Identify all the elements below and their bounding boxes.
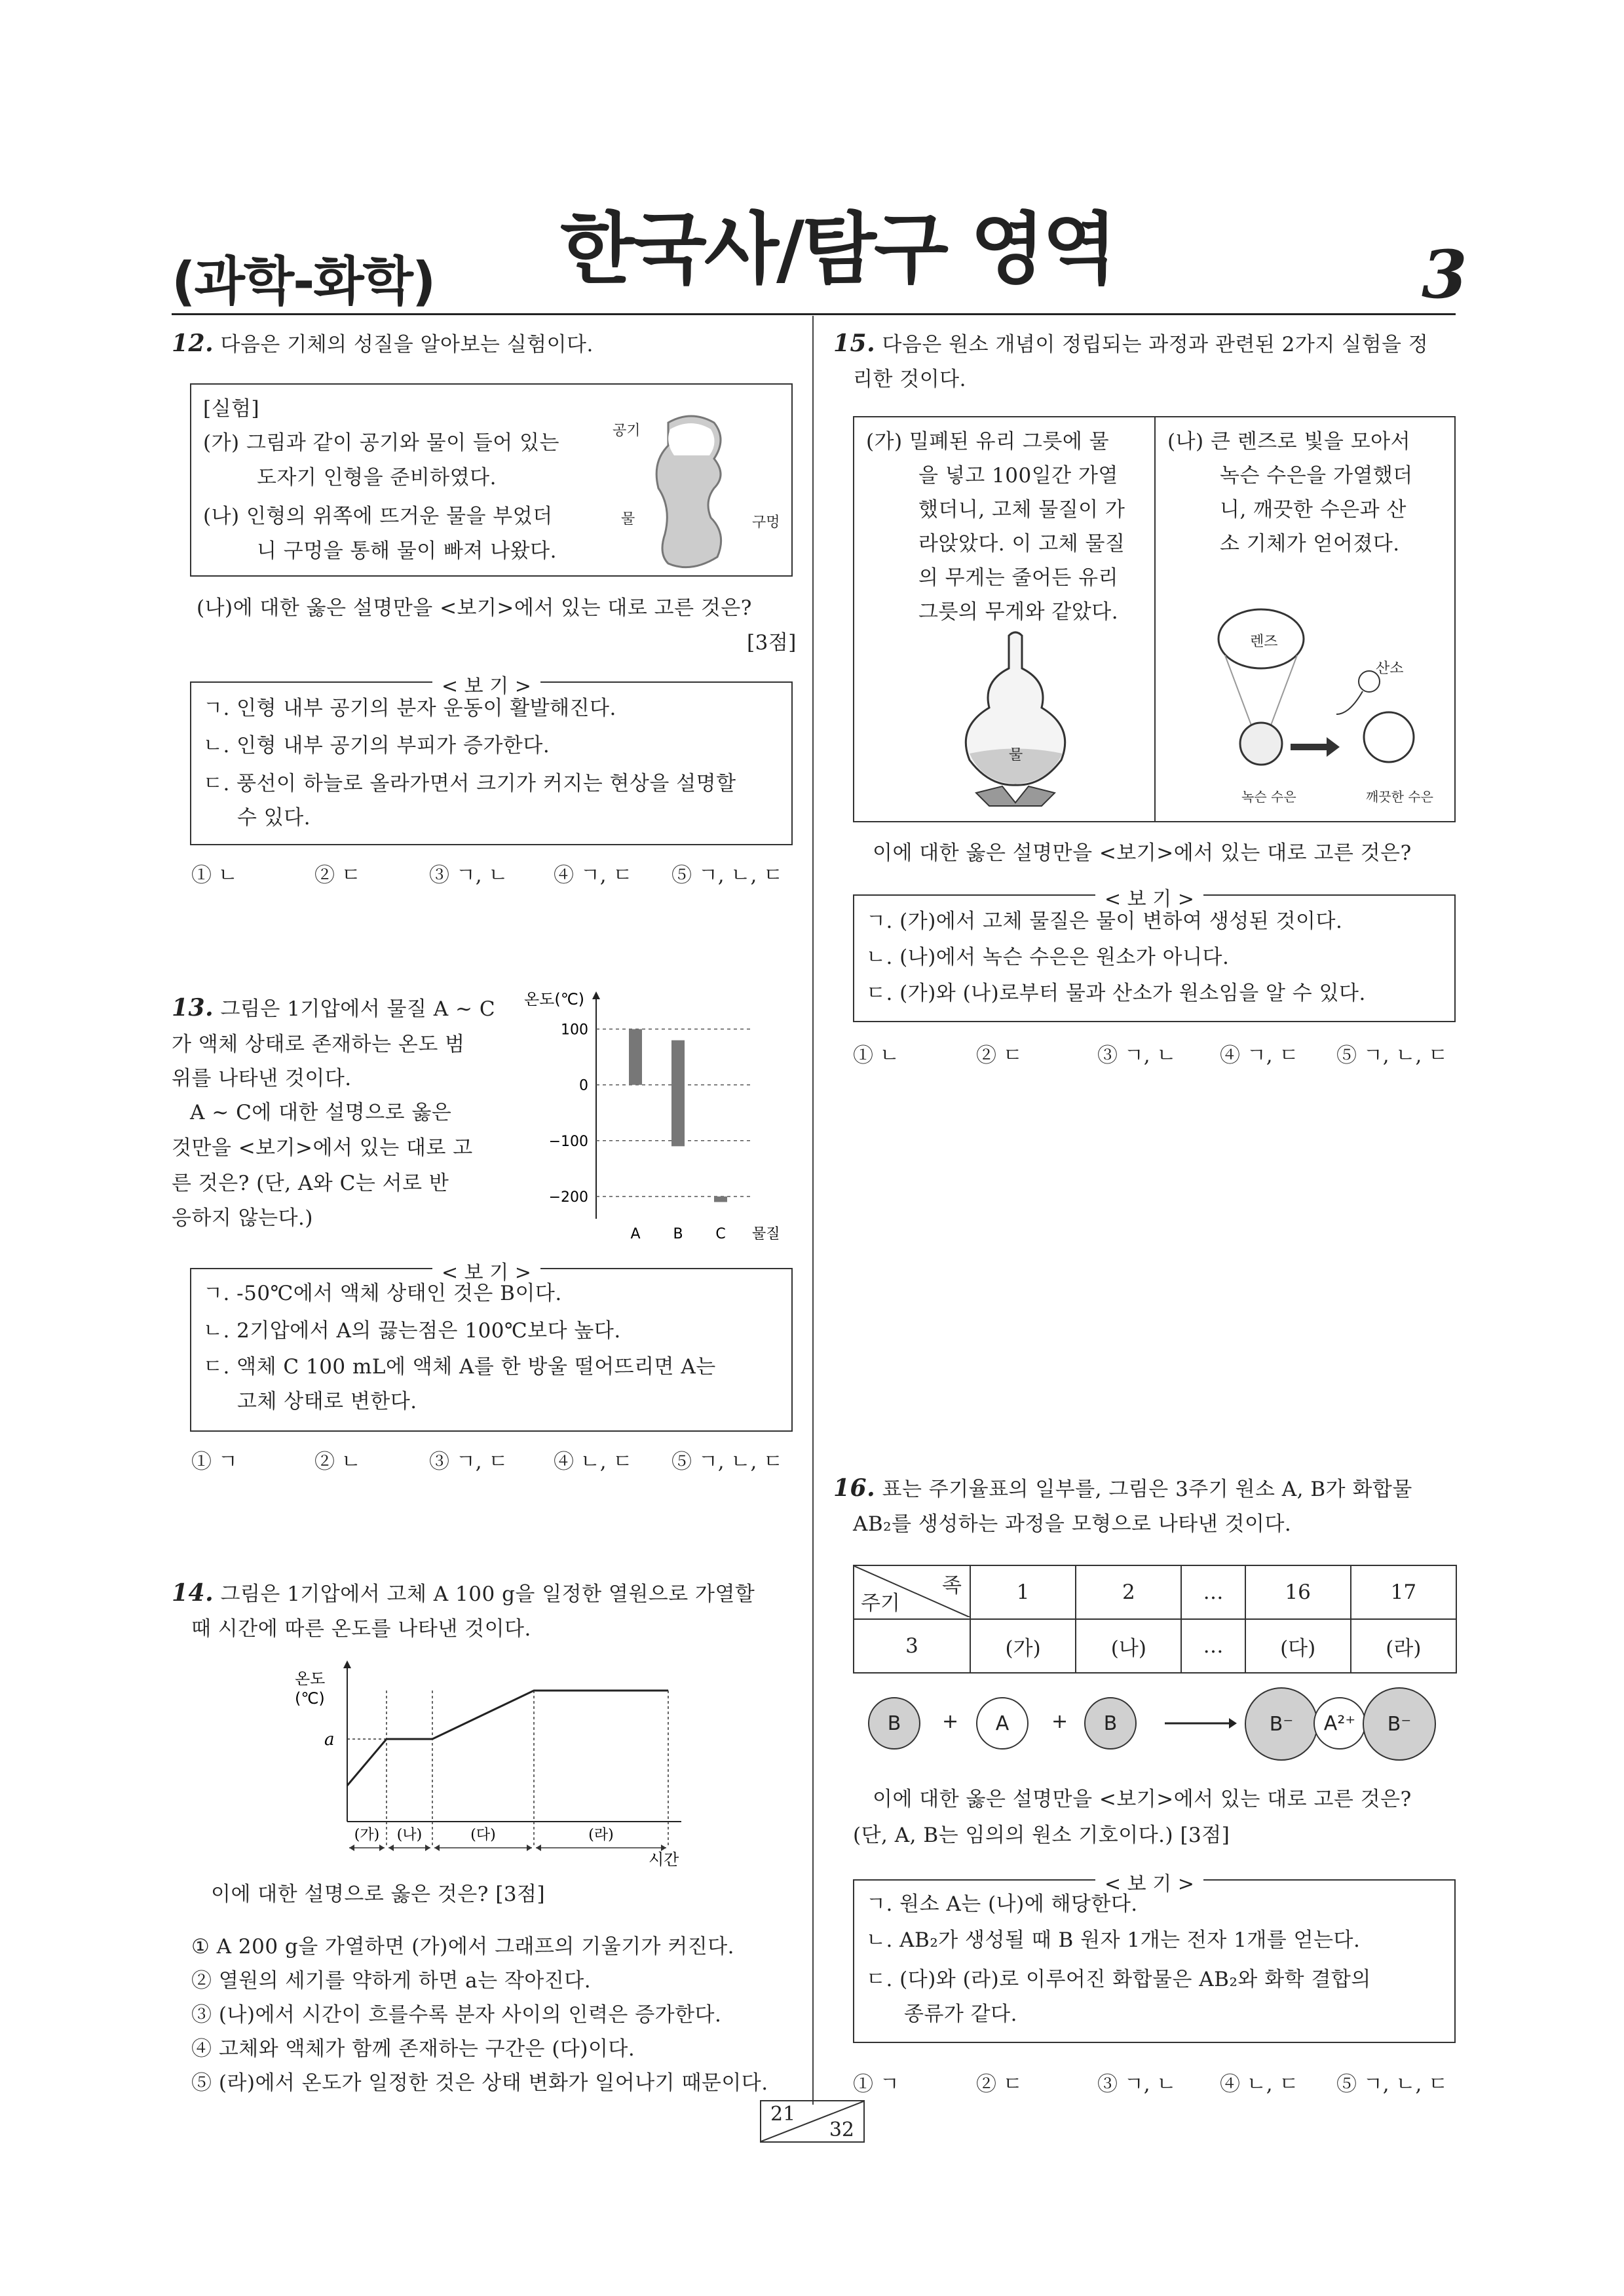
plus-2: + — [1051, 1710, 1068, 1733]
q16-prompt-2: (단, A, B는 임의의 원소 기호이다.) [3점] — [853, 1824, 1230, 1847]
q12-bogi-3b: 수 있다. — [237, 806, 311, 830]
q15-right-2: 녹슨 수은을 가열했더 — [1220, 464, 1413, 488]
q16-bogi-title: < 보 기 > — [1095, 1867, 1203, 1896]
q13-choice-3[interactable]: ③ ㄱ, ㄷ — [429, 1450, 508, 1474]
q14-stem-1: 14. 그림은 1기압에서 고체 A 100 g을 일정한 열원으로 가열할 — [172, 1579, 755, 1607]
q16-bogi-3b: 종류가 같다. — [904, 2002, 1017, 2026]
table-cell-na: (나) — [1076, 1619, 1181, 1673]
table-cell-da: (다) — [1245, 1619, 1351, 1673]
q16-stem-2: AB₂를 생성하는 과정을 모형으로 나타낸 것이다. — [853, 1512, 1292, 1536]
q13-bogi-2: ㄴ. 2기압에서 A의 끓는점은 100℃보다 높다. — [203, 1319, 621, 1343]
q16-bogi-2: ㄴ. AB₂가 생성될 때 B 원자 1개는 전자 1개를 얻는다. — [866, 1928, 1361, 1952]
q13-line-5: 것만을 <보기>에서 있는 대로 고 — [172, 1136, 473, 1160]
ion-a-2plus: A²⁺ — [1313, 1697, 1366, 1750]
y-tick-label: 100 — [561, 1022, 588, 1039]
q15-left-6: 그릇의 무게와 같았다. — [918, 600, 1119, 624]
q14-stem-2: 때 시간에 따른 온도를 나타낸 것이다. — [191, 1617, 531, 1641]
q16-choice-3[interactable]: ③ ㄱ, ㄴ — [1097, 2073, 1177, 2096]
q12-step1: (가) 그림과 같이 공기와 물이 들어 있는 — [203, 431, 560, 455]
y-tick-label: −100 — [548, 1133, 588, 1150]
q12-bogi-title: < 보 기 > — [432, 670, 540, 698]
y-axis-label: 온도 — [295, 1670, 326, 1688]
q14-choice-3[interactable]: ③ (나)에서 시간이 흐를수록 분자 사이의 인력은 증가한다. — [191, 2003, 722, 2027]
x-tick-label: B — [673, 1226, 683, 1242]
q12-hole-label: 구멍 — [752, 514, 780, 531]
q12-prompt: (나)에 대한 옳은 설명만을 <보기>에서 있는 대로 고른 것은? — [197, 596, 752, 620]
y-axis-arrow — [592, 991, 600, 999]
q16-periodic-table — [853, 1565, 1457, 1674]
q15-clean-label: 깨끗한 수은 — [1366, 789, 1433, 805]
q15-left-3: 했더니, 고체 물질이 가 — [918, 498, 1125, 522]
table-group-16: 16 — [1245, 1565, 1351, 1619]
y-tick-label: −200 — [548, 1189, 588, 1206]
q15-lens-label: 렌즈 — [1250, 634, 1278, 650]
q15-bogi-title: < 보 기 > — [1095, 883, 1203, 911]
y-tick-label: 0 — [579, 1077, 588, 1094]
span-arrow — [434, 1845, 440, 1851]
header-rule — [172, 313, 1456, 315]
q15-right-1: (나) 큰 렌즈로 빛을 모아서 — [1167, 430, 1411, 453]
q15-oxygen-label: 산소 — [1376, 660, 1404, 677]
q14-choice-2[interactable]: ② 열원의 세기를 약하게 하면 a는 작아진다. — [191, 1969, 592, 1993]
segment-label: (라) — [588, 1827, 614, 1843]
q16-bogi-1: ㄱ. 원소 A는 (나)에 해당한다. — [866, 1892, 1138, 1916]
q15-bogi-2: ㄴ. (나)에서 녹슨 수은은 원소가 아니다. — [866, 946, 1230, 969]
table-cell-ra: (라) — [1351, 1619, 1456, 1673]
q13-line-6: 른 것은? (단, A와 C는 서로 반 — [172, 1172, 449, 1195]
plus-1: + — [942, 1710, 959, 1733]
range-bar-C — [714, 1196, 727, 1202]
q14-heating-curve — [275, 1658, 734, 1867]
page-counter — [760, 2100, 865, 2143]
q12-step2: (나) 인형의 위쪽에 뜨거운 물을 부었더 — [203, 505, 553, 528]
subject-label: (과학-화학) — [172, 251, 435, 312]
q15-left-1: (가) 밀폐된 유리 그릇에 물 — [866, 430, 1110, 453]
page-title: 한국사/탐구 영역 — [560, 204, 1115, 294]
q15-left-4: 라앉았다. 이 고체 물질 — [918, 532, 1125, 556]
q16-prompt-1: 이에 대한 옳은 설명만을 <보기>에서 있는 대로 고른 것은? — [873, 1788, 1412, 1811]
q12-bogi-2: ㄴ. 인형 내부 공기의 부피가 증가한다. — [203, 734, 550, 757]
table-group-17: 17 — [1351, 1565, 1456, 1619]
q16-choice-1[interactable]: ① ㄱ — [853, 2073, 899, 2096]
atom-b-1: B — [868, 1697, 920, 1750]
q16-choice-4[interactable]: ④ ㄴ, ㄷ — [1220, 2073, 1299, 2096]
q15-choice-4[interactable]: ④ ㄱ, ㄷ — [1220, 1044, 1299, 1067]
q15-choice-3[interactable]: ③ ㄱ, ㄴ — [1097, 1044, 1177, 1067]
q15-right-3: 니, 깨끗한 수은과 산 — [1220, 498, 1407, 522]
q15-rusty-label: 녹슨 수은 — [1241, 789, 1296, 805]
q15-lens-illustration — [1205, 603, 1441, 799]
q15-water-label: 물 — [1009, 747, 1023, 763]
q12-choice-2[interactable]: ② ㄷ — [314, 864, 361, 887]
y-axis-unit: (℃) — [295, 1689, 325, 1708]
q13-bogi-1: ㄱ. -50℃에서 액체 상태인 것은 B이다. — [203, 1282, 562, 1305]
span-arrow — [379, 1845, 385, 1851]
q15-choice-5[interactable]: ⑤ ㄱ, ㄴ, ㄷ — [1336, 1044, 1448, 1067]
segment-label: (다) — [470, 1827, 496, 1843]
y-mark-a: a — [324, 1730, 335, 1750]
atom-a: A — [976, 1697, 1029, 1750]
table-group-1: 1 — [970, 1565, 1076, 1619]
column-divider — [812, 316, 814, 2105]
table-cell-ga: (가) — [970, 1619, 1076, 1673]
range-bar-B — [671, 1041, 685, 1147]
q14-choice-5[interactable]: ⑤ (라)에서 온도가 일정한 것은 상태 변화가 일어나기 때문이다. — [191, 2071, 768, 2095]
y-axis-arrow — [343, 1660, 351, 1668]
q13-choice-4[interactable]: ④ ㄴ, ㄷ — [554, 1450, 633, 1474]
q15-flask-illustration — [950, 629, 1081, 813]
q15-choice-2[interactable]: ② ㄷ — [976, 1044, 1023, 1067]
reaction-arrow — [1165, 1715, 1237, 1731]
q12-water-label: 물 — [621, 511, 635, 527]
q13-line-3: 위를 나타낸 것이다. — [172, 1067, 352, 1090]
q16-choice-2[interactable]: ② ㄷ — [976, 2073, 1023, 2096]
q12-stem: 12. 다음은 기체의 성질을 알아보는 실험이다. — [172, 330, 594, 357]
q13-bogi-3b: 고체 상태로 변한다. — [237, 1390, 417, 1413]
q15-left-2: 을 넣고 100일간 가열 — [918, 464, 1118, 488]
q14-choice-4[interactable]: ④ 고체와 액체가 함께 존재하는 구간은 (다)이다. — [191, 2037, 635, 2061]
q12-step1b: 도자기 인형을 준비하였다. — [257, 466, 497, 489]
q16-choice-5[interactable]: ⑤ ㄱ, ㄴ, ㄷ — [1336, 2073, 1448, 2096]
q15-choice-1[interactable]: ① ㄴ — [853, 1044, 899, 1067]
segment-label: (가) — [354, 1827, 380, 1843]
q12-bogi-1: ㄱ. 인형 내부 공기의 분자 운동이 활발해진다. — [203, 697, 616, 720]
q13-line-4: A ~ C에 대한 설명으로 옳은 — [190, 1101, 452, 1124]
q15-stem-1: 15. 다음은 원소 개념이 정립되는 과정과 관련된 2가지 실험을 정 — [833, 330, 1429, 357]
table-cell-ellipsis: … — [1181, 1619, 1245, 1673]
span-arrow — [349, 1845, 354, 1851]
q12-choice-4[interactable]: ④ ㄱ, ㄷ — [554, 864, 633, 887]
table-corner: 족 주기 — [854, 1565, 970, 1619]
q13-choice-2[interactable]: ② ㄴ — [314, 1450, 361, 1474]
y-axis-label: 온도(℃) — [524, 990, 585, 1008]
q13-choice-1[interactable]: ① ㄱ — [191, 1450, 238, 1474]
q13-bogi-3: ㄷ. 액체 C 100 mL에 액체 A를 한 방울 떨어뜨리면 A는 — [203, 1355, 716, 1379]
span-arrow — [527, 1845, 532, 1851]
x-axis-label: 시간 — [649, 1850, 679, 1867]
q12-air-label: 공기 — [613, 423, 641, 439]
q15-stem-2: 리한 것이다. — [853, 368, 966, 391]
q15-right-4: 소 기체가 얻어졌다. — [1220, 532, 1400, 556]
q15-bogi-1: ㄱ. (가)에서 고체 물질은 물이 변하여 생성된 것이다. — [866, 909, 1343, 933]
table-group-2: 2 — [1076, 1565, 1181, 1619]
table-period: 3 — [854, 1619, 970, 1673]
page-number: 3 — [1422, 236, 1467, 313]
x-tick-label: A — [630, 1226, 641, 1242]
q13-temperature-range-chart — [524, 986, 799, 1242]
q13-bogi-title: < 보 기 > — [432, 1256, 540, 1285]
ion-b-minus-1: B⁻ — [1245, 1687, 1318, 1761]
q12-box-title: [실험] — [203, 397, 260, 421]
span-arrow — [388, 1845, 394, 1851]
table-group-ellipsis: … — [1181, 1565, 1245, 1619]
q15-box-divider — [1154, 416, 1156, 822]
q12-choice-5[interactable]: ⑤ ㄱ, ㄴ, ㄷ — [671, 864, 784, 887]
q13-choice-5[interactable]: ⑤ ㄱ, ㄴ, ㄷ — [671, 1450, 784, 1474]
q12-choice-1[interactable]: ① ㄴ — [191, 864, 238, 887]
q14-choice-1[interactable]: ① A 200 g을 가열하면 (가)에서 그래프의 기울기가 커진다. — [191, 1935, 735, 1959]
q16-stem-1: 16. 표는 주기율표의 일부를, 그림은 3주기 원소 A, B가 화합물 — [833, 1474, 1412, 1502]
q15-prompt: 이에 대한 옳은 설명만을 <보기>에서 있는 대로 고른 것은? — [873, 841, 1412, 865]
span-arrow — [425, 1845, 430, 1851]
heating-curve — [347, 1691, 668, 1786]
q15-bogi-3: ㄷ. (가)와 (나)로부터 물과 산소가 원소임을 알 수 있다. — [866, 982, 1366, 1005]
segment-label: (나) — [396, 1827, 423, 1843]
q12-choice-3[interactable]: ③ ㄱ, ㄴ — [429, 864, 508, 887]
q13-line-7: 응하지 않는다.) — [172, 1206, 313, 1230]
q15-left-5: 의 무게는 줄어든 유리 — [918, 566, 1119, 590]
q16-bogi-3: ㄷ. (다)와 (라)로 이루어진 화합물은 AB₂와 화학 결합의 — [866, 1968, 1371, 1991]
ion-b-minus-2: B⁻ — [1363, 1687, 1436, 1761]
q12-points: [3점] — [747, 631, 797, 655]
range-bar-A — [629, 1029, 642, 1085]
q12-step2b: 니 구멍을 통해 물이 빠져 나왔다. — [257, 539, 557, 563]
span-arrow — [536, 1845, 541, 1851]
atom-b-2: B — [1084, 1697, 1137, 1750]
page-total: 32 — [829, 2118, 854, 2141]
q12-bogi-3: ㄷ. 풍선이 하늘로 올라가면서 크기가 커지는 현상을 설명할 — [203, 772, 736, 795]
q14-prompt: 이에 대한 설명으로 옳은 것은? [3점] — [211, 1883, 546, 1906]
x-tick-label: C — [715, 1226, 726, 1242]
page-current: 21 — [770, 2103, 796, 2126]
q13-line-1: 13. 그림은 1기압에서 물질 A ~ C — [172, 994, 496, 1022]
q13-line-2: 가 액체 상태로 존재하는 온도 범 — [172, 1033, 465, 1056]
x-axis-label: 물질 — [752, 1226, 780, 1242]
